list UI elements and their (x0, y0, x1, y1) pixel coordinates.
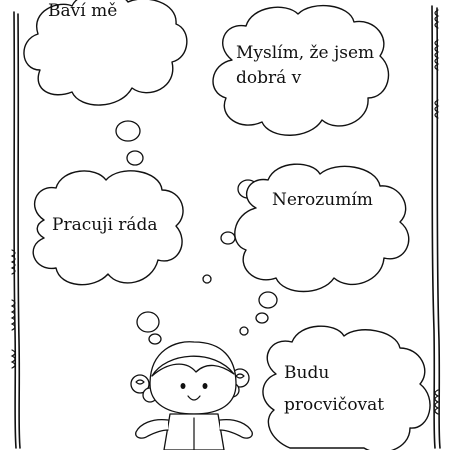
cloud-myslim (213, 6, 388, 136)
girl-illustration-icon (131, 342, 252, 450)
cloud-budu (263, 326, 430, 450)
cloud-bavi (24, 0, 187, 105)
cloud-nerozumim (235, 164, 409, 291)
cloud-pracuji-text: Pracuji ráda (52, 215, 158, 235)
cloud-budu-text-1: Budu (284, 363, 330, 383)
thought-bubble-dots-3 (137, 292, 277, 344)
cloud-myslim-text-1: Myslím, že jsem (236, 43, 375, 63)
cloud-myslim-text-2: dobrá v (236, 68, 302, 88)
cloud-budu-text-2: procvičovat (284, 395, 385, 415)
cloud-nerozumim-text: Nerozumím (272, 190, 373, 210)
cloud-pracuji (33, 171, 183, 285)
cloud-bavi-text: Baví mě (48, 1, 118, 21)
